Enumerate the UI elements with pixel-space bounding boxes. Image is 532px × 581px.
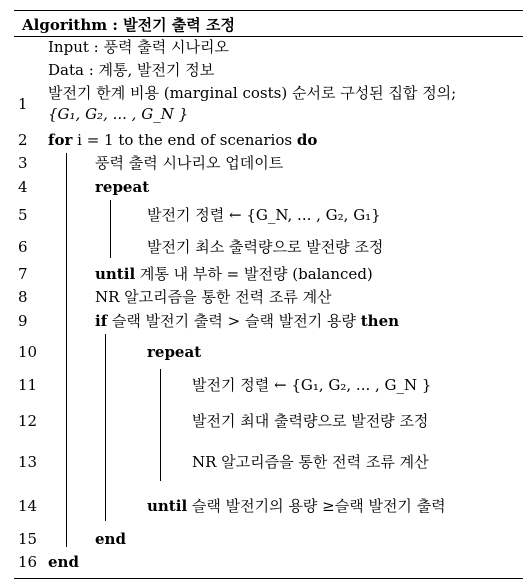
line-14 — [147, 497, 446, 516]
line-number: 6 — [18, 238, 28, 256]
line-6-text: 발전기 최소 출력량으로 발전량 조정 — [147, 238, 384, 256]
line-14-text: 슬랙 발전기의 용량 ≥슬랙 발전기 출력 — [187, 497, 446, 515]
inner-repeat-block-bar — [160, 369, 161, 481]
if-block-bar — [105, 334, 106, 521]
line-11-text: 발전기 정렬 ← {G₁, G₂, ... , G_N } — [192, 376, 432, 394]
line-8-text: NR 알고리즘을 통한 전력 조류 계산 — [95, 288, 332, 306]
line-number: 11 — [18, 376, 38, 394]
line-number: 15 — [18, 530, 38, 548]
line-number: 10 — [18, 343, 38, 361]
keyword-for: for — [48, 131, 73, 149]
line-number: 8 — [18, 288, 28, 306]
line-7 — [95, 265, 373, 284]
line-number: 1 — [18, 95, 28, 113]
line-number: 3 — [18, 154, 28, 172]
top-rule — [14, 10, 523, 11]
line-12-text: 발전기 최대 출력량으로 발전량 조정 — [192, 412, 429, 430]
algorithm-title: Algorithm : 발전기 출력 조정 — [22, 16, 235, 34]
line-3-text: 풍력 출력 시나리오 업데이트 — [95, 154, 284, 172]
line-number: 2 — [18, 131, 28, 149]
line-number: 5 — [18, 206, 28, 224]
line-7-text: 계통 내 부하 = 발전량 (balanced) — [135, 265, 373, 283]
input-line: Input : 풍력 출력 시나리오 — [48, 38, 229, 56]
data-line: Data : 계통, 발전기 정보 — [48, 61, 215, 79]
line-5-text: 발전기 정렬 ← {G_N, ... , G₂, G₁} — [147, 206, 381, 224]
line-number: 16 — [18, 553, 38, 571]
line-1-text: 발전기 한계 비용 (marginal costs) 순서로 구성된 집합 정의; — [48, 84, 457, 102]
keyword-repeat: repeat — [147, 343, 202, 361]
keyword-end: end — [95, 530, 126, 548]
line-2 — [48, 131, 317, 150]
keyword-end: end — [48, 553, 79, 571]
line-number: 12 — [18, 412, 38, 430]
line-number: 7 — [18, 265, 28, 283]
keyword-until: until — [95, 265, 136, 283]
title-rule — [14, 36, 523, 37]
bottom-rule — [14, 578, 523, 579]
line-2-text: i = 1 to the end of scenarios — [72, 131, 297, 149]
line-number: 13 — [18, 453, 38, 471]
keyword-do: do — [296, 131, 318, 149]
line-1-set: {G₁, G₂, ... , G_N } — [48, 105, 189, 123]
line-13-text: NR 알고리즘을 통한 전력 조류 계산 — [192, 453, 429, 471]
line-number: 9 — [18, 312, 28, 330]
keyword-if: if — [95, 312, 108, 330]
keyword-then: then — [360, 312, 400, 330]
for-block-bar — [66, 153, 67, 547]
keyword-until: until — [147, 497, 188, 515]
keyword-repeat: repeat — [95, 178, 150, 196]
line-number: 4 — [18, 178, 28, 196]
line-9-text: 슬랙 발전기 출력 > 슬랙 발전기 용량 — [107, 312, 361, 330]
line-number: 14 — [18, 497, 38, 515]
repeat-block-bar — [110, 200, 111, 258]
line-9 — [95, 312, 399, 331]
